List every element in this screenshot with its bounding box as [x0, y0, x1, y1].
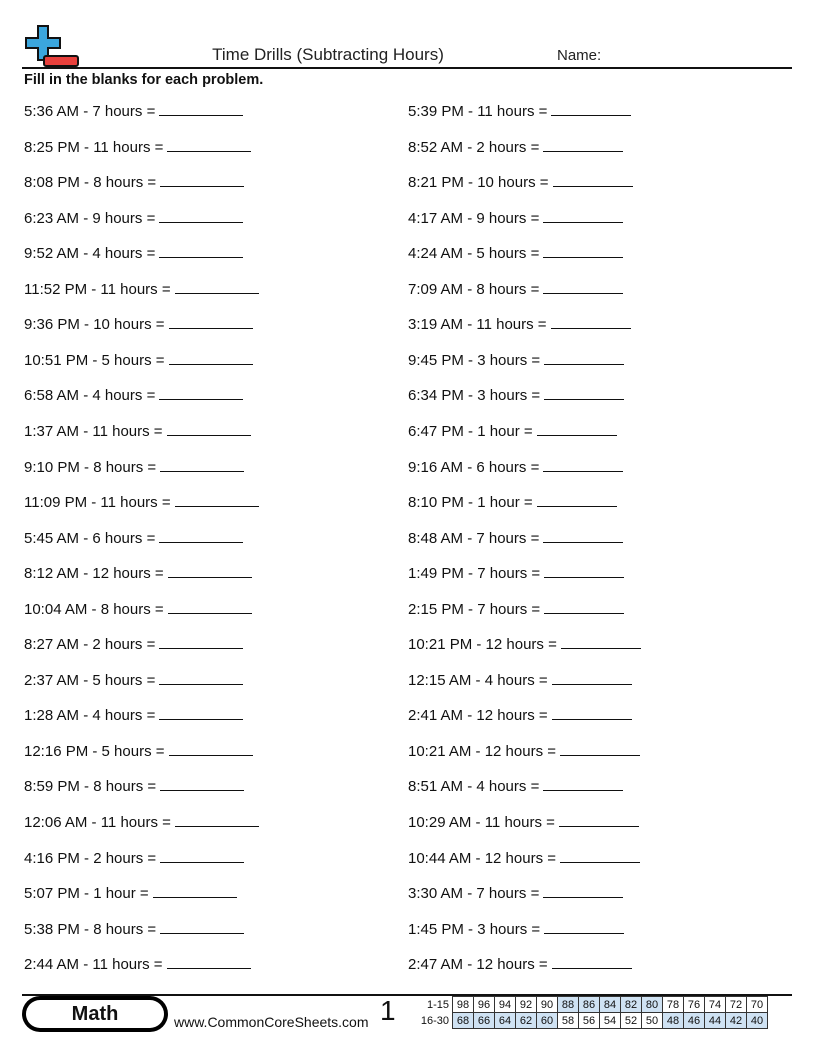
- answer-blank[interactable]: [169, 314, 253, 329]
- problem-left-16: [24, 634, 243, 654]
- answer-blank[interactable]: [160, 457, 244, 472]
- page-number: 1: [380, 995, 396, 1026]
- problem-text: 9:10 PM - 8 hours =: [24, 458, 157, 476]
- answer-blank[interactable]: [159, 705, 243, 720]
- answer-blank[interactable]: [159, 634, 243, 649]
- answer-blank[interactable]: [543, 243, 623, 258]
- answer-blank[interactable]: [153, 883, 237, 898]
- score-cell: 60: [537, 1013, 558, 1029]
- problem-left-11: [24, 457, 244, 477]
- problem-text: 9:36 PM - 10 hours =: [24, 316, 165, 334]
- problem-text: 2:44 AM - 11 hours =: [24, 956, 163, 974]
- problem-left-23: [24, 883, 237, 903]
- problem-right-25: [408, 954, 632, 974]
- problem-left-18: [24, 705, 243, 725]
- answer-blank[interactable]: [167, 137, 251, 152]
- problem-left-24: [24, 919, 244, 939]
- problem-text: 12:15 AM - 4 hours =: [408, 671, 548, 689]
- score-cell: 84: [600, 997, 621, 1013]
- problem-text: 6:47 PM - 1 hour =: [408, 422, 533, 440]
- score-cell: 98: [453, 997, 474, 1013]
- problem-text: 5:38 PM - 8 hours =: [24, 920, 157, 938]
- problem-left-10: [24, 421, 251, 441]
- answer-blank[interactable]: [160, 776, 244, 791]
- problem-right-3: [408, 172, 633, 192]
- problem-left-22: [24, 848, 244, 868]
- score-cell: 58: [558, 1013, 579, 1029]
- problem-right-7: [408, 314, 631, 334]
- problem-text: 8:27 AM - 2 hours =: [24, 636, 156, 654]
- answer-blank[interactable]: [544, 919, 624, 934]
- problem-text: 8:10 PM - 1 hour =: [408, 494, 533, 512]
- problem-text: 10:04 AM - 8 hours =: [24, 600, 164, 618]
- score-cell: 96: [474, 997, 495, 1013]
- score-cell: 62: [516, 1013, 537, 1029]
- score-table: [415, 996, 768, 1029]
- problem-text: 10:44 AM - 12 hours =: [408, 849, 557, 867]
- answer-blank[interactable]: [169, 350, 253, 365]
- score-cell: 92: [516, 997, 537, 1013]
- problem-left-25: [24, 954, 251, 974]
- answer-blank[interactable]: [167, 421, 251, 436]
- problem-text: 12:06 AM - 11 hours =: [24, 814, 171, 831]
- problem-left-7: [24, 314, 253, 334]
- score-cell: 40: [747, 1013, 768, 1029]
- instructions: Fill in the blanks for each problem.: [24, 72, 264, 88]
- score-cell: 80: [642, 997, 663, 1013]
- problem-left-2: [24, 137, 251, 157]
- problem-left-21: [24, 812, 259, 832]
- answer-blank[interactable]: [159, 670, 243, 685]
- problem-right-8: [408, 350, 624, 370]
- score-row: [415, 1013, 768, 1029]
- answer-blank[interactable]: [561, 634, 641, 649]
- problem-text: 1:37 AM - 11 hours =: [24, 422, 163, 440]
- problem-left-14: [24, 563, 252, 583]
- answer-blank[interactable]: [544, 599, 624, 614]
- answer-blank[interactable]: [159, 101, 243, 116]
- score-cell: 52: [621, 1013, 642, 1029]
- score-cell: 78: [663, 997, 684, 1013]
- score-cell: 82: [621, 997, 642, 1013]
- problem-right-24: [408, 919, 624, 939]
- problem-text: 11:52 PM - 11 hours =: [24, 280, 171, 298]
- problem-text: 8:48 AM - 7 hours =: [408, 529, 540, 547]
- problem-text: 5:36 AM - 7 hours =: [24, 103, 156, 120]
- answer-blank[interactable]: [543, 528, 623, 543]
- answer-blank[interactable]: [160, 172, 244, 187]
- problem-text: 5:45 AM - 6 hours =: [24, 529, 156, 547]
- problem-right-17: [408, 670, 632, 690]
- problem-left-13: [24, 528, 243, 548]
- problem-left-5: [24, 243, 243, 263]
- score-cell: 68: [453, 1013, 474, 1029]
- answer-blank[interactable]: [168, 563, 252, 578]
- math-badge: [22, 996, 168, 1032]
- answer-blank[interactable]: [175, 812, 259, 827]
- problem-left-20: [24, 776, 244, 796]
- answer-blank[interactable]: [544, 385, 624, 400]
- problem-right-19: [408, 741, 640, 761]
- problem-left-4: [24, 208, 243, 228]
- answer-blank[interactable]: [537, 492, 617, 507]
- problem-text: 3:30 AM - 7 hours =: [408, 885, 540, 903]
- answer-blank[interactable]: [537, 421, 617, 436]
- answer-blank[interactable]: [543, 137, 623, 152]
- problem-text: 1:28 AM - 4 hours =: [24, 707, 156, 725]
- site-url: www.CommonCoreSheets.com: [174, 1014, 369, 1030]
- worksheet-title: Time Drills (Subtracting Hours): [212, 45, 444, 64]
- score-cell: 48: [663, 1013, 684, 1029]
- problem-text: 7:09 AM - 8 hours =: [408, 280, 540, 298]
- problem-right-23: [408, 883, 623, 903]
- problem-right-14: [408, 563, 624, 583]
- problem-text: 8:51 AM - 4 hours =: [408, 778, 540, 796]
- score-cell: 50: [642, 1013, 663, 1029]
- problem-text: 8:59 PM - 8 hours =: [24, 778, 157, 796]
- score-cell: 46: [684, 1013, 705, 1029]
- answer-blank[interactable]: [543, 208, 623, 223]
- problem-right-4: [408, 208, 623, 228]
- problem-text: 6:34 PM - 3 hours =: [408, 387, 541, 405]
- problem-text: 12:16 PM - 5 hours =: [24, 742, 165, 760]
- problem-text: 2:41 AM - 12 hours =: [408, 707, 548, 725]
- problem-text: 4:16 PM - 2 hours =: [24, 849, 157, 867]
- problem-left-8: [24, 350, 253, 370]
- problem-text: 10:29 AM - 11 hours =: [408, 814, 555, 831]
- score-cell: 56: [579, 1013, 600, 1029]
- problem-left-6: [24, 279, 259, 299]
- problem-text: 11:09 PM - 11 hours =: [24, 494, 171, 512]
- problem-left-9: [24, 385, 243, 405]
- problem-right-6: [408, 279, 623, 299]
- problem-text: 5:39 PM - 11 hours =: [408, 103, 548, 120]
- problem-text: 8:25 PM - 11 hours =: [24, 138, 164, 156]
- math-badge-label: Math: [26, 1000, 164, 1028]
- answer-blank[interactable]: [543, 883, 623, 898]
- score-cell: 86: [579, 997, 600, 1013]
- problem-right-20: [408, 776, 623, 796]
- answer-blank[interactable]: [543, 279, 623, 294]
- answer-blank[interactable]: [544, 563, 624, 578]
- score-cell: 66: [474, 1013, 495, 1029]
- answer-blank[interactable]: [552, 670, 632, 685]
- problem-right-1: [408, 101, 631, 121]
- problem-text: 2:15 PM - 7 hours =: [408, 600, 541, 618]
- answer-blank[interactable]: [175, 279, 259, 294]
- answer-blank[interactable]: [175, 492, 259, 507]
- answer-blank[interactable]: [159, 208, 243, 223]
- problem-text: 9:45 PM - 3 hours =: [408, 351, 541, 369]
- problem-text: 4:17 AM - 9 hours =: [408, 209, 540, 227]
- problem-right-9: [408, 385, 624, 405]
- problem-text: 10:21 PM - 12 hours =: [408, 636, 557, 654]
- problem-text: 6:58 AM - 4 hours =: [24, 387, 156, 405]
- problem-text: 1:45 PM - 3 hours =: [408, 920, 541, 938]
- answer-blank[interactable]: [551, 314, 631, 329]
- problem-right-21: [408, 812, 639, 832]
- problem-right-15: [408, 599, 624, 619]
- score-cell: 42: [726, 1013, 747, 1029]
- problem-right-13: [408, 528, 623, 548]
- problem-text: 8:52 AM - 2 hours =: [408, 138, 540, 156]
- problem-text: 8:21 PM - 10 hours =: [408, 174, 549, 192]
- answer-blank[interactable]: [159, 528, 243, 543]
- problem-text: 2:37 AM - 5 hours =: [24, 671, 156, 689]
- problem-right-5: [408, 243, 623, 263]
- score-cell: 74: [705, 997, 726, 1013]
- problem-left-15: [24, 599, 252, 619]
- problem-right-16: [408, 634, 641, 654]
- problem-text: 8:12 AM - 12 hours =: [24, 565, 164, 583]
- answer-blank[interactable]: [160, 848, 244, 863]
- answer-blank[interactable]: [159, 243, 243, 258]
- problem-left-1: [24, 101, 243, 121]
- score-cell: 88: [558, 997, 579, 1013]
- problem-right-11: [408, 457, 623, 477]
- problem-text: 8:08 PM - 8 hours =: [24, 174, 157, 192]
- answer-blank[interactable]: [543, 457, 623, 472]
- answer-blank[interactable]: [560, 741, 640, 756]
- score-cell: 64: [495, 1013, 516, 1029]
- score-cell: 94: [495, 997, 516, 1013]
- answer-blank[interactable]: [552, 705, 632, 720]
- problem-text: 2:47 AM - 12 hours =: [408, 956, 548, 974]
- problem-right-12: [408, 492, 617, 512]
- answer-blank[interactable]: [559, 812, 639, 827]
- problem-left-3: [24, 172, 244, 192]
- answer-blank[interactable]: [560, 848, 640, 863]
- answer-blank[interactable]: [544, 350, 624, 365]
- problem-right-10: [408, 421, 617, 441]
- score-range: 1-15: [426, 998, 449, 1011]
- score-cell: 72: [726, 997, 747, 1013]
- answer-blank[interactable]: [167, 954, 251, 969]
- answer-blank[interactable]: [543, 776, 623, 791]
- problem-right-22: [408, 848, 640, 868]
- answer-blank[interactable]: [169, 741, 253, 756]
- problem-right-2: [408, 137, 623, 157]
- problem-text: 4:24 AM - 5 hours =: [408, 245, 540, 263]
- problem-text: 9:52 AM - 4 hours =: [24, 245, 156, 263]
- score-cell: 90: [537, 997, 558, 1013]
- problem-text: 5:07 PM - 1 hour =: [24, 885, 149, 903]
- problem-left-17: [24, 670, 243, 690]
- score-cell: 44: [705, 1013, 726, 1029]
- problem-text: 9:16 AM - 6 hours =: [408, 458, 540, 476]
- problem-right-18: [408, 705, 632, 725]
- problem-left-19: [24, 741, 253, 761]
- problem-text: 6:23 AM - 9 hours =: [24, 209, 156, 227]
- score-cell: 76: [684, 997, 705, 1013]
- answer-blank[interactable]: [160, 919, 244, 934]
- problem-text: 10:51 PM - 5 hours =: [24, 351, 165, 369]
- score-cell: 54: [600, 1013, 621, 1029]
- answer-blank[interactable]: [552, 954, 632, 969]
- answer-blank[interactable]: [159, 385, 243, 400]
- score-range: 16-30: [420, 1014, 449, 1027]
- answer-blank[interactable]: [168, 599, 252, 614]
- name-label: Name:: [557, 47, 602, 64]
- problem-text: 10:21 AM - 12 hours =: [408, 742, 557, 760]
- problem-text: 3:19 AM - 11 hours =: [408, 316, 547, 334]
- score-row: [415, 997, 768, 1013]
- score-cell: 70: [747, 997, 768, 1013]
- answer-blank[interactable]: [551, 101, 631, 116]
- problem-left-12: [24, 492, 259, 512]
- answer-blank[interactable]: [553, 172, 633, 187]
- problem-text: 1:49 PM - 7 hours =: [408, 565, 541, 583]
